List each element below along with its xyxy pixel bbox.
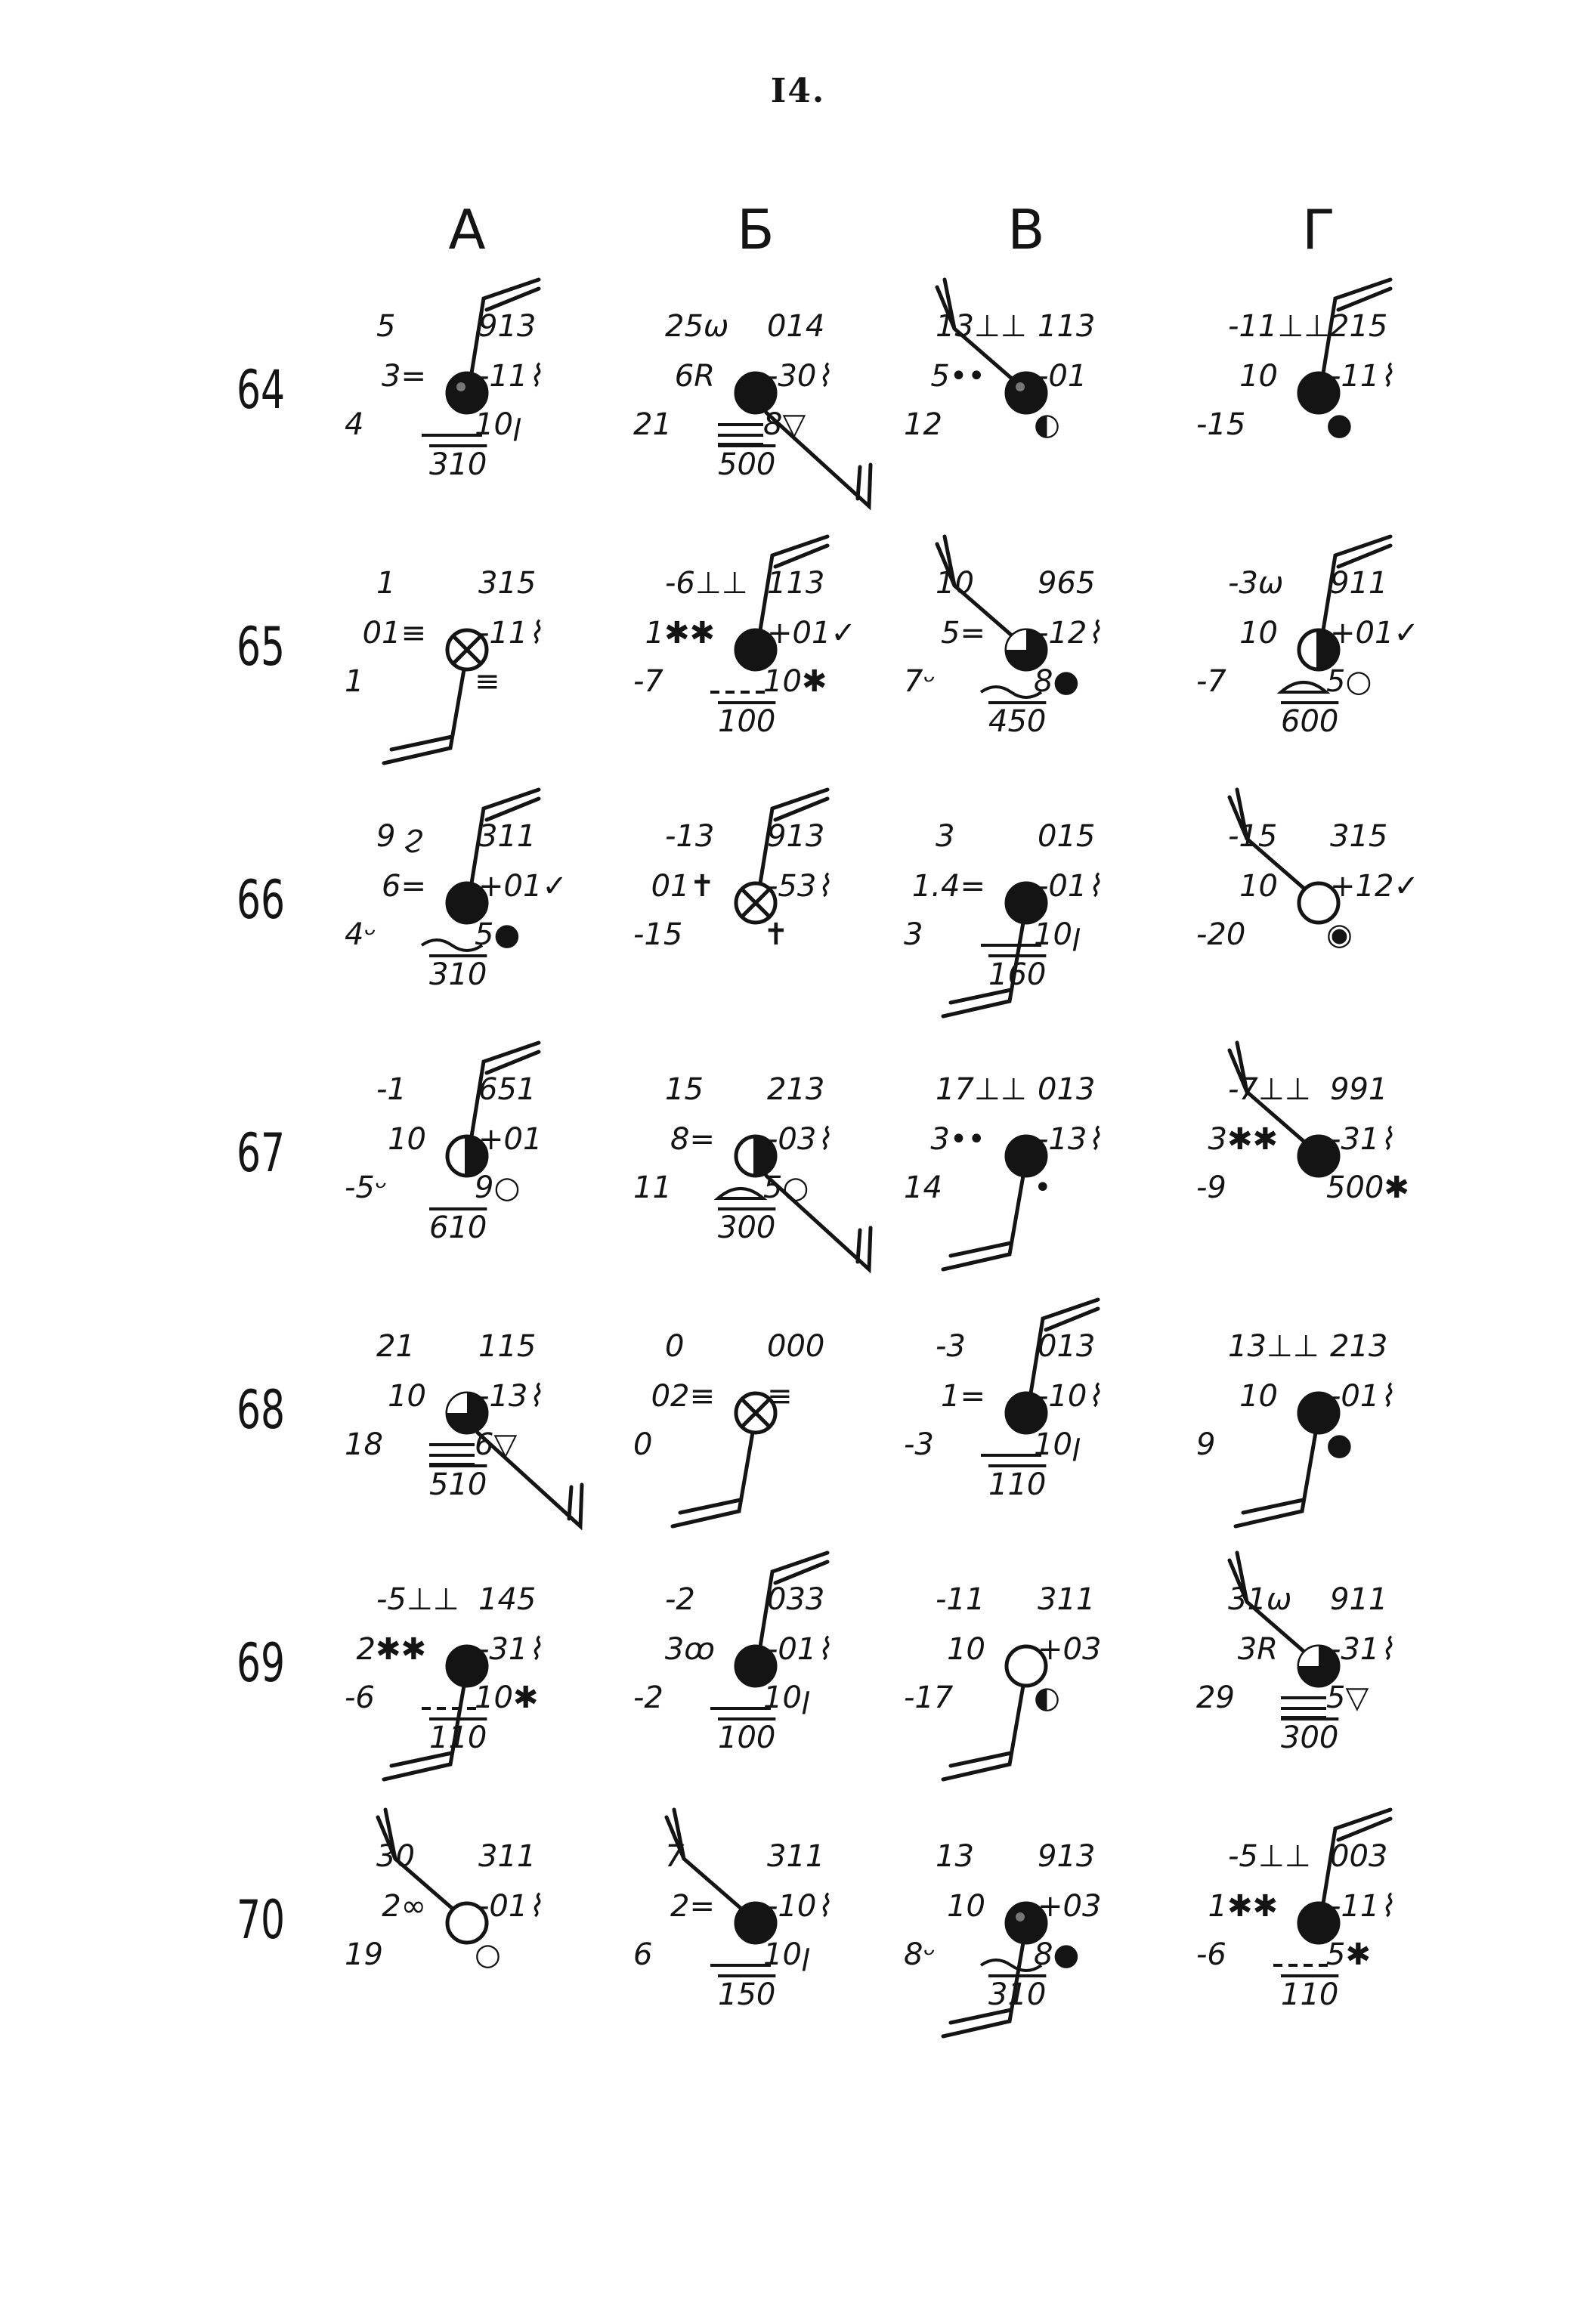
visibility-temperature: 1=: [941, 1379, 985, 1414]
pressure-tendency: -10⌇: [767, 1889, 831, 1924]
dewpoint-top-left: -15: [1228, 819, 1278, 854]
past-weather: 10✱: [763, 664, 827, 699]
cloud-base: 610: [429, 1210, 487, 1245]
cloud-base: 450: [988, 704, 1047, 739]
station-model-64-a: [323, 280, 611, 506]
cloud-base: 110: [1281, 1977, 1339, 2012]
cloud-base: 500: [718, 447, 776, 482]
past-weather: •: [1034, 1170, 1052, 1205]
dewpoint-top-left: -1: [376, 1072, 407, 1107]
station-model-69-a: [323, 1553, 611, 1779]
visibility-temperature: 1.4=: [911, 869, 985, 904]
station-model-67-g: [1175, 1043, 1462, 1269]
past-weather: 10✱: [475, 1680, 539, 1715]
dewpoint-value: 19: [345, 1937, 383, 1972]
present-weather-symbol: [981, 687, 1041, 697]
pressure-tendency: -01⌇: [1330, 1379, 1394, 1414]
dewpoint-value: 1: [345, 664, 364, 699]
dewpoint-top-left: 3: [936, 819, 955, 854]
row-label: 68: [236, 1379, 286, 1441]
visibility-temperature: 3R: [1237, 1632, 1278, 1667]
visibility-temperature: 2✱✱: [356, 1632, 426, 1667]
dewpoint-top-left: 10: [936, 566, 974, 601]
dewpoint-top-left: 25ω: [665, 309, 729, 344]
pressure-tendency: -03⌇: [767, 1122, 831, 1157]
dewpoint-value: 14: [904, 1170, 942, 1205]
station-model-65-v: [883, 536, 1170, 763]
pressure-tendency: ≡: [767, 1379, 793, 1414]
station-model-67-v: [883, 1043, 1170, 1269]
cloud-base: 600: [1281, 704, 1339, 739]
wind-barb: [943, 1176, 1023, 1269]
row-label: 64: [236, 359, 286, 421]
visibility-temperature: 02≡: [651, 1379, 715, 1414]
station-model-64-b: [612, 280, 899, 506]
pressure-tendency: +01✓: [478, 869, 568, 904]
dewpoint-value: 0: [633, 1427, 653, 1462]
pressure-tendency: -31⌇: [1330, 1632, 1394, 1667]
dewpoint-top-left: -3ω: [1228, 566, 1284, 601]
visibility-temperature: 01✝: [651, 869, 715, 904]
pressure-tendency: +12✓: [1330, 869, 1419, 904]
past-weather: 5✱: [1326, 1937, 1371, 1972]
pressure-tendency: -53⌇: [767, 869, 831, 904]
station-model-68-v: [883, 1300, 1170, 1526]
visibility-temperature: 3✱✱: [1208, 1122, 1278, 1157]
pressure-value: 913: [1038, 1839, 1096, 1874]
column-header-a: А: [448, 198, 486, 261]
past-weather: 10ꞁ: [763, 1937, 811, 1972]
past-weather: ✝: [763, 917, 789, 952]
dewpoint-value: 9: [1196, 1427, 1216, 1462]
past-weather: 8●: [1034, 1937, 1080, 1972]
row-label: 65: [236, 616, 286, 678]
pressure-value: 911: [1330, 1582, 1388, 1617]
pressure-tendency: -01⌇: [478, 1889, 543, 1924]
pressure-tendency: +01✓: [767, 616, 856, 651]
dewpoint-top-left: -3: [936, 1329, 966, 1364]
dewpoint-top-left: -2: [665, 1582, 695, 1617]
dewpoint-top-left: 17⊥⊥: [936, 1072, 1027, 1107]
dewpoint-top-left: -13: [665, 819, 715, 854]
pressure-tendency: +03: [1038, 1632, 1102, 1667]
visibility-temperature: 1✱✱: [1208, 1889, 1278, 1924]
visibility-temperature: 10: [1239, 1379, 1278, 1414]
dewpoint-top-left: 15: [665, 1072, 704, 1107]
past-weather: 5○: [1326, 664, 1372, 699]
station-model-65-b: [612, 536, 899, 763]
dewpoint-top-left: -6⊥⊥: [665, 566, 748, 601]
page-number: I4.: [770, 72, 826, 110]
column-header-b: Б: [737, 198, 775, 261]
past-weather: 5●: [475, 917, 521, 952]
dewpoint-value: -7: [633, 664, 663, 699]
cloud-base: 300: [718, 1210, 776, 1245]
pressure-value: 315: [478, 566, 537, 601]
dewpoint-value: -6: [345, 1680, 375, 1715]
pressure-tendency: +01✓: [1330, 616, 1419, 651]
pressure-tendency: -11⌇: [478, 359, 543, 394]
pressure-tendency: -01: [1038, 359, 1087, 394]
visibility-temperature: 8=: [670, 1122, 715, 1157]
station-model-70-b: [612, 1810, 899, 2036]
dewpoint-value: 4ᵕ: [345, 917, 376, 952]
pressure-value: 911: [1330, 566, 1388, 601]
past-weather: 10ꞁ: [1034, 1427, 1081, 1462]
pressure-tendency: -11⌇: [478, 616, 543, 651]
dewpoint-value: 18: [345, 1427, 383, 1462]
wind-barb: [1236, 1433, 1316, 1526]
present-weather-symbol: [718, 1189, 763, 1198]
past-weather: ◐: [1034, 1680, 1060, 1715]
dewpoint-top-left: 13⊥⊥: [1228, 1329, 1319, 1364]
pressure-value: 113: [1038, 309, 1096, 344]
visibility-temperature: 10: [388, 1122, 426, 1157]
cloud-base: 110: [988, 1467, 1047, 1502]
dewpoint-value: 12: [904, 407, 942, 442]
dewpoint-top-left: -5⊥⊥: [376, 1582, 459, 1617]
pressure-tendency: -11⌇: [1330, 359, 1394, 394]
past-weather: 8●: [1034, 664, 1080, 699]
dewpoint-value: 6: [633, 1937, 653, 1972]
pressure-value: 014: [767, 309, 825, 344]
visibility-temperature: 01≡: [362, 616, 426, 651]
dewpoint-top-left: -11⊥⊥: [1228, 309, 1331, 344]
present-weather-symbol: [422, 940, 482, 951]
pressure-value: 315: [1330, 819, 1388, 854]
pressure-value: 913: [478, 309, 537, 344]
cloud-base: 310: [429, 447, 487, 482]
cloud-base: 100: [718, 1720, 776, 1755]
past-weather: 10ꞁ: [1034, 917, 1081, 952]
station-model-68-g: [1175, 1300, 1462, 1526]
column-header-v: В: [1007, 198, 1045, 261]
station-model-65-g: [1175, 536, 1462, 763]
dewpoint-value: -7: [1196, 664, 1226, 699]
dewpoint-top-left: 9 ϩ: [376, 819, 424, 854]
row-label: 67: [236, 1122, 286, 1184]
past-weather: 10ꞁ: [475, 407, 522, 442]
visibility-temperature: 3ꝏ: [664, 1632, 715, 1667]
cloud-base: 300: [1281, 1720, 1339, 1755]
present-weather-symbol: [1281, 682, 1326, 692]
pressure-value: 113: [767, 566, 825, 601]
dewpoint-top-left: -7⊥⊥: [1228, 1072, 1311, 1107]
pressure-tendency: -31⌇: [1330, 1122, 1394, 1157]
cloud-base: 160: [988, 957, 1047, 992]
visibility-temperature: 10: [1239, 616, 1278, 651]
wind-barb: [673, 1433, 753, 1526]
column-header-g: Г: [1302, 198, 1335, 261]
visibility-temperature: 10: [1239, 869, 1278, 904]
dewpoint-top-left: 5: [376, 309, 396, 344]
visibility-temperature: 5=: [941, 616, 985, 651]
visibility-temperature: 6=: [382, 869, 426, 904]
pressure-value: 651: [478, 1072, 537, 1107]
wind-barb: [384, 669, 464, 763]
visibility-temperature: 10: [1239, 359, 1278, 394]
pressure-tendency: -01⌇: [1038, 869, 1102, 904]
cloud-base: 150: [718, 1977, 776, 2012]
wind-barb: [943, 1686, 1023, 1779]
station-model-66-g: [1175, 790, 1462, 1016]
station-symbol: [883, 1553, 1170, 1779]
past-weather: ◐: [1034, 407, 1060, 442]
past-weather: 9○: [475, 1170, 521, 1205]
dewpoint-top-left: 13⊥⊥: [936, 309, 1027, 344]
cloud-base: 100: [718, 704, 776, 739]
visibility-temperature: 3=: [382, 359, 426, 394]
pressure-value: 000: [767, 1329, 825, 1364]
dewpoint-value: 11: [633, 1170, 672, 1205]
dewpoint-value: 7ᵕ: [904, 664, 936, 699]
pressure-value: 213: [767, 1072, 825, 1107]
dewpoint-top-left: -5⊥⊥: [1228, 1839, 1311, 1874]
dewpoint-value: -17: [904, 1680, 954, 1715]
station-model-67-a: [323, 1043, 611, 1269]
past-weather: ○: [475, 1937, 501, 1972]
dewpoint-value: -6: [1196, 1937, 1226, 1972]
dewpoint-value: -9: [1196, 1170, 1226, 1205]
dewpoint-top-left: 30: [376, 1839, 415, 1874]
pressure-tendency: +03: [1038, 1889, 1102, 1924]
past-weather: ◉: [1326, 917, 1353, 952]
visibility-temperature: 2∞: [382, 1889, 426, 1924]
pressure-value: 311: [767, 1839, 825, 1874]
visibility-temperature: 10: [947, 1889, 985, 1924]
station-model-65-a: [323, 536, 611, 763]
station-model-69-v: [883, 1553, 1170, 1779]
dewpoint-value: -20: [1196, 917, 1246, 952]
station-model-69-g: [1175, 1553, 1462, 1779]
station-model-68-b: [612, 1300, 899, 1526]
pressure-tendency: -12⌇: [1038, 616, 1102, 651]
station-model-70-g: [1175, 1810, 1462, 2036]
pressure-tendency: -30⌇: [767, 359, 831, 394]
pressure-value: 033: [767, 1582, 825, 1617]
pressure-tendency: +01: [478, 1122, 543, 1157]
station-symbol: [1175, 790, 1462, 1016]
pressure-value: 013: [1038, 1072, 1096, 1107]
row-label: 70: [236, 1889, 286, 1951]
station-model-67-b: [612, 1043, 899, 1269]
dewpoint-value: 4: [345, 407, 364, 442]
pressure-value: 015: [1038, 819, 1096, 854]
station-model-68-a: [323, 1300, 611, 1526]
pressure-value: 213: [1330, 1329, 1388, 1364]
present-weather-symbol: [981, 1960, 1041, 1971]
pressure-value: 215: [1330, 309, 1388, 344]
pressure-value: 311: [478, 1839, 537, 1874]
pressure-tendency: -13⌇: [478, 1379, 543, 1414]
dewpoint-top-left: 13: [936, 1839, 974, 1874]
station-model-66-v: [883, 790, 1170, 1016]
pressure-value: 013: [1038, 1329, 1096, 1364]
present-weather-symbol: [429, 1445, 475, 1464]
past-weather: ●: [1326, 1427, 1353, 1462]
visibility-temperature: 10: [947, 1632, 985, 1667]
dewpoint-value: -15: [633, 917, 683, 952]
pressure-tendency: -31⌇: [478, 1632, 543, 1667]
past-weather: 5○: [763, 1170, 809, 1205]
station-model-64-g: [1175, 280, 1462, 506]
dewpoint-top-left: 1: [376, 566, 396, 601]
station-model-66-a: [323, 790, 611, 1016]
past-weather: 6▽: [475, 1427, 518, 1462]
dewpoint-value: -2: [633, 1680, 663, 1715]
station-model-70-a: [323, 1810, 611, 2036]
dewpoint-top-left: 31ω: [1228, 1582, 1292, 1617]
dewpoint-value: 8ᵕ: [904, 1937, 936, 1972]
cloud-base: 310: [429, 957, 487, 992]
pressure-value: 311: [1038, 1582, 1096, 1617]
dewpoint-value: -5ᵕ: [345, 1170, 388, 1205]
dewpoint-top-left: 0: [665, 1329, 685, 1364]
dewpoint-top-left: 21: [376, 1329, 415, 1364]
row-label: 66: [236, 869, 286, 931]
pressure-tendency: -10⌇: [1038, 1379, 1102, 1414]
dewpoint-value: 3: [904, 917, 923, 952]
row-label: 69: [236, 1632, 286, 1694]
station-model-70-v: [883, 1810, 1170, 2036]
visibility-temperature: 2=: [670, 1889, 715, 1924]
visibility-temperature: 10: [388, 1379, 426, 1414]
dewpoint-top-left: -11: [936, 1582, 985, 1617]
pressure-tendency: -13⌇: [1038, 1122, 1102, 1157]
pressure-value: 115: [478, 1329, 537, 1364]
present-weather-symbol: [718, 425, 763, 444]
pressure-tendency: -01⌇: [767, 1632, 831, 1667]
cloud-base: 110: [429, 1720, 487, 1755]
past-weather: ≡: [475, 664, 500, 699]
past-weather: ●: [1326, 407, 1353, 442]
pressure-tendency: -11⌇: [1330, 1889, 1394, 1924]
pressure-value: 003: [1330, 1839, 1388, 1874]
dewpoint-value: 29: [1196, 1680, 1235, 1715]
visibility-temperature: 3••: [930, 1122, 985, 1157]
station-model-64-v: [883, 280, 1170, 506]
pressure-value: 145: [478, 1582, 537, 1617]
present-weather-symbol: [1281, 1698, 1326, 1717]
cloud-base: 510: [429, 1467, 487, 1502]
visibility-temperature: 1✱✱: [645, 616, 715, 651]
pressure-value: 965: [1038, 566, 1096, 601]
past-weather: 10ꞁ: [763, 1680, 811, 1715]
pressure-value: 913: [767, 819, 825, 854]
dewpoint-value: 21: [633, 407, 672, 442]
past-weather: 500✱: [1326, 1170, 1409, 1205]
past-weather: 8▽: [763, 407, 806, 442]
visibility-temperature: 6R: [674, 359, 715, 394]
station-symbol: [323, 1810, 611, 2036]
dewpoint-value: -3: [904, 1427, 934, 1462]
visibility-temperature: 5••: [930, 359, 985, 394]
cloud-base: 310: [988, 1977, 1047, 2012]
pressure-value: 991: [1330, 1072, 1388, 1107]
past-weather: 5▽: [1326, 1680, 1369, 1715]
dewpoint-top-left: 7: [665, 1839, 685, 1874]
station-model-69-b: [612, 1553, 899, 1779]
station-model-66-b: [612, 790, 899, 1016]
dewpoint-value: -15: [1196, 407, 1246, 442]
pressure-value: 311: [478, 819, 537, 854]
